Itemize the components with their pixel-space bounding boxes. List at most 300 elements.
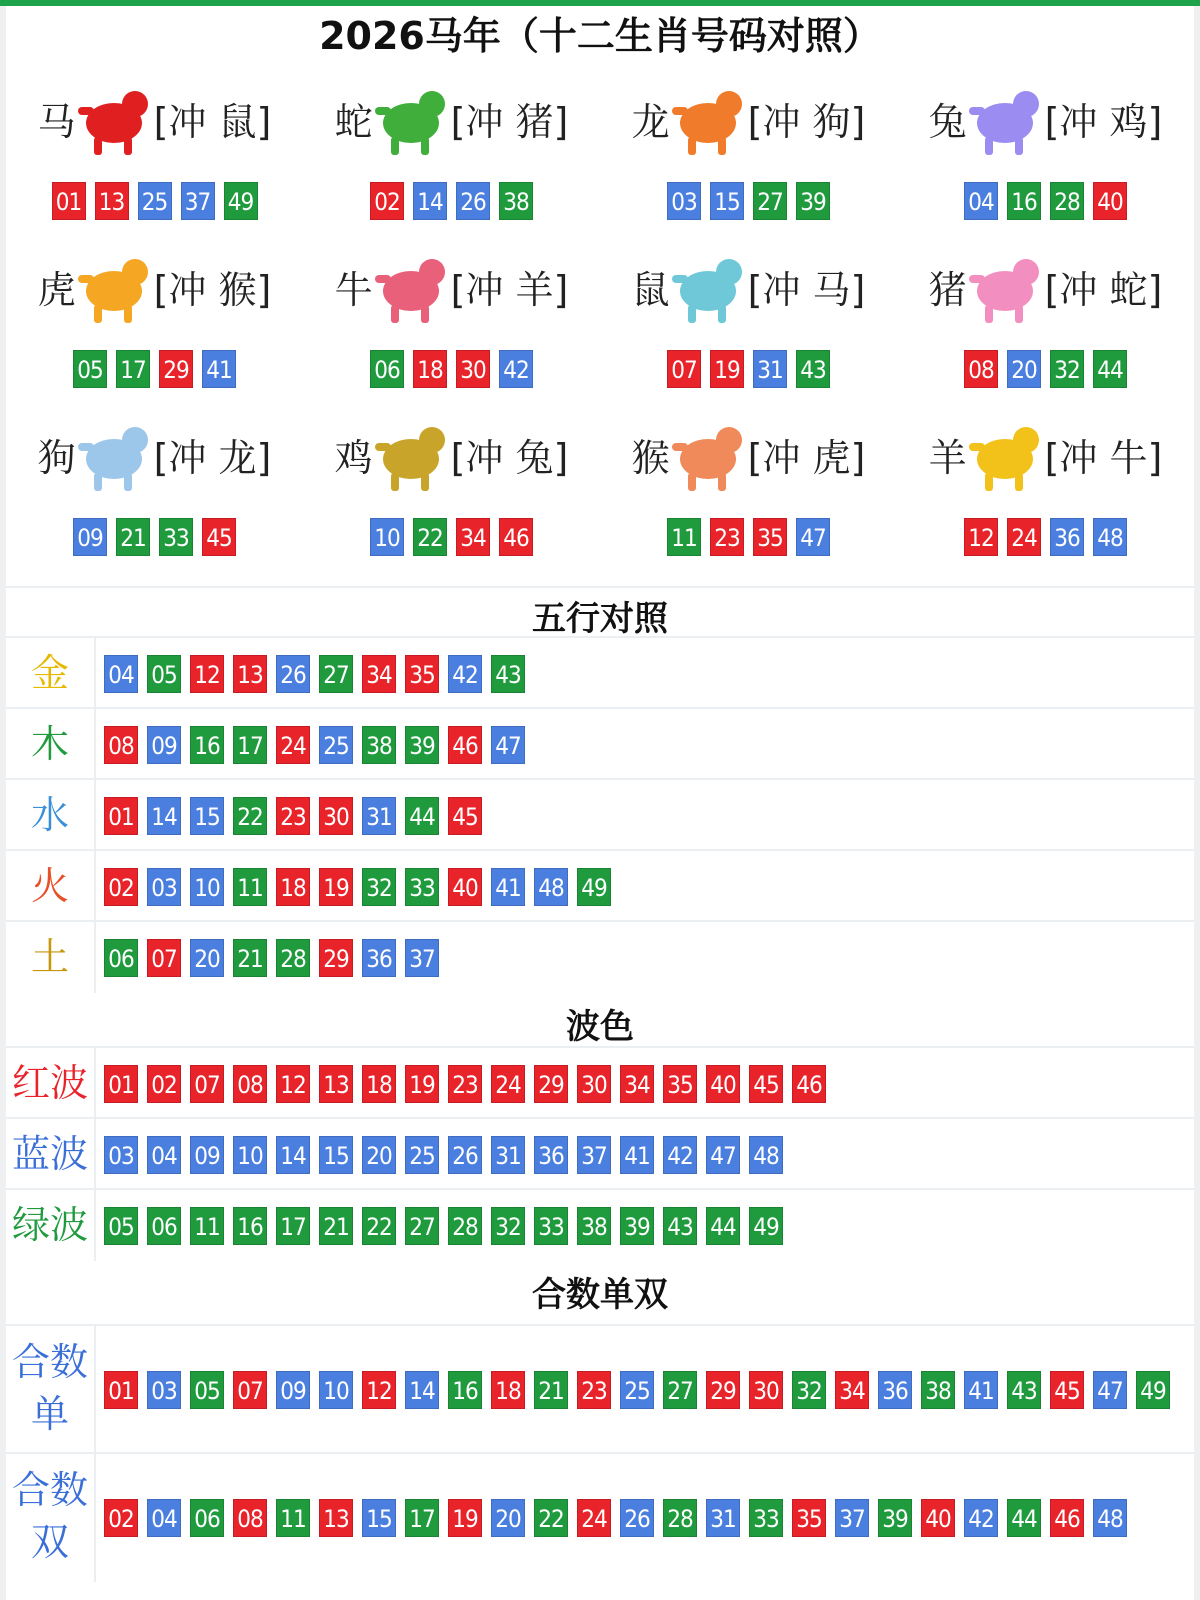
row-label: 绿波 [6, 1190, 96, 1261]
zodiac-name: 龙 [631, 99, 670, 144]
row-label: 水 [6, 780, 96, 851]
chart-sheet [6, 4, 1194, 1600]
zodiac-name: 兔 [928, 99, 967, 144]
number-ball: 38 [577, 1207, 611, 1245]
number-ball: 46 [448, 726, 482, 764]
row-label: 土 [6, 922, 96, 993]
number-ball: 46 [1050, 1499, 1084, 1537]
table-row [6, 849, 1194, 920]
zodiac-cell [6, 402, 303, 570]
tiger-icon [78, 255, 152, 325]
number-ball: 40 [706, 1065, 740, 1103]
number-ball: 32 [491, 1207, 525, 1245]
number-ball: 33 [405, 868, 439, 906]
number-ball: 11 [276, 1499, 310, 1537]
number-ball: 30 [456, 350, 490, 388]
zodiac-clash: [冲 羊] [450, 267, 569, 312]
number-ball: 05 [104, 1207, 138, 1245]
number-ball: 35 [792, 1499, 826, 1537]
zodiac-clash: [冲 狗] [747, 99, 866, 144]
table-row [6, 1188, 1194, 1259]
number-ball: 07 [147, 939, 181, 977]
number-ball: 23 [577, 1371, 611, 1409]
zodiac-name: 鸡 [334, 435, 373, 480]
number-ball: 03 [147, 868, 181, 906]
number-ball: 15 [319, 1136, 353, 1174]
number-ball: 11 [190, 1207, 224, 1245]
number-ball: 13 [95, 182, 129, 220]
number-ball: 26 [456, 182, 490, 220]
number-ball: 04 [104, 655, 138, 693]
number-ball: 37 [835, 1499, 869, 1537]
number-ball: 43 [796, 350, 830, 388]
zodiac-name: 虎 [37, 267, 76, 312]
horse-icon [78, 87, 152, 157]
number-ball: 26 [620, 1499, 654, 1537]
number-ball: 07 [233, 1371, 267, 1409]
divider [6, 586, 1194, 588]
number-ball: 05 [190, 1371, 224, 1409]
number-ball: 13 [319, 1065, 353, 1103]
number-ball: 18 [362, 1065, 396, 1103]
number-ball: 40 [921, 1499, 955, 1537]
number-ball: 37 [181, 182, 215, 220]
zodiac-header [303, 252, 600, 322]
number-ball: 29 [534, 1065, 568, 1103]
row-numbers [104, 655, 534, 693]
number-ball: 08 [964, 350, 998, 388]
number-ball: 20 [1007, 350, 1041, 388]
number-ball: 30 [577, 1065, 611, 1103]
number-ball: 28 [663, 1499, 697, 1537]
number-ball: 01 [52, 182, 86, 220]
number-ball: 15 [190, 797, 224, 835]
number-ball: 38 [921, 1371, 955, 1409]
number-ball: 37 [405, 939, 439, 977]
zodiac-name: 猪 [928, 267, 967, 312]
zodiac-numbers [6, 350, 303, 388]
number-ball: 03 [147, 1371, 181, 1409]
number-ball: 37 [577, 1136, 611, 1174]
number-ball: 02 [104, 1499, 138, 1537]
zodiac-cell [303, 66, 600, 234]
number-ball: 43 [1007, 1371, 1041, 1409]
row-numbers [104, 939, 448, 977]
table-row [6, 707, 1194, 778]
number-ball: 47 [1093, 1371, 1127, 1409]
number-ball: 36 [362, 939, 396, 977]
number-ball: 34 [362, 655, 396, 693]
row-label: 火 [6, 851, 96, 922]
table-row [6, 636, 1194, 707]
zodiac-numbers [897, 518, 1194, 556]
zodiac-cell [897, 66, 1194, 234]
zodiac-numbers [6, 182, 303, 220]
number-ball: 04 [964, 182, 998, 220]
number-ball: 25 [319, 726, 353, 764]
number-ball: 27 [663, 1371, 697, 1409]
number-ball: 11 [667, 518, 701, 556]
number-ball: 19 [710, 350, 744, 388]
number-ball: 36 [1050, 518, 1084, 556]
number-ball: 34 [456, 518, 490, 556]
zodiac-clash: [冲 鸡] [1044, 99, 1163, 144]
number-ball: 17 [405, 1499, 439, 1537]
zodiac-header [303, 420, 600, 490]
zodiac-clash: [冲 虎] [747, 435, 866, 480]
number-ball: 48 [534, 868, 568, 906]
number-ball: 01 [104, 1065, 138, 1103]
table-row [6, 1046, 1194, 1117]
number-ball: 48 [749, 1136, 783, 1174]
number-ball: 14 [413, 182, 447, 220]
zodiac-clash: [冲 牛] [1044, 435, 1163, 480]
number-ball: 24 [491, 1065, 525, 1103]
number-ball: 05 [147, 655, 181, 693]
number-ball: 08 [104, 726, 138, 764]
zodiac-clash: [冲 鼠] [153, 99, 272, 144]
zodiac-header [303, 84, 600, 154]
number-ball: 12 [964, 518, 998, 556]
number-ball: 47 [796, 518, 830, 556]
number-ball: 12 [362, 1371, 396, 1409]
zodiac-header [6, 252, 303, 322]
number-ball: 23 [448, 1065, 482, 1103]
number-ball: 35 [405, 655, 439, 693]
number-ball: 24 [577, 1499, 611, 1537]
number-ball: 27 [753, 182, 787, 220]
zodiac-header [6, 420, 303, 490]
heshu-title: 合数单双 [532, 1275, 668, 1315]
zodiac-numbers [600, 518, 897, 556]
number-ball: 10 [370, 518, 404, 556]
pig-icon [969, 255, 1043, 325]
number-ball: 45 [749, 1065, 783, 1103]
number-ball: 16 [1007, 182, 1041, 220]
number-ball: 40 [448, 868, 482, 906]
zodiac-clash: [冲 龙] [153, 435, 272, 480]
number-ball: 26 [276, 655, 310, 693]
number-ball: 31 [706, 1499, 740, 1537]
number-ball: 17 [276, 1207, 310, 1245]
number-ball: 24 [1007, 518, 1041, 556]
row-label: 蓝波 [6, 1119, 96, 1190]
number-ball: 34 [620, 1065, 654, 1103]
number-ball: 31 [491, 1136, 525, 1174]
number-ball: 24 [276, 726, 310, 764]
number-ball: 49 [1136, 1371, 1170, 1409]
number-ball: 11 [233, 868, 267, 906]
number-ball: 06 [190, 1499, 224, 1537]
number-ball: 18 [276, 868, 310, 906]
zodiac-clash: [冲 马] [747, 267, 866, 312]
row-label-line: 合数 [11, 1340, 88, 1384]
zodiac-name: 鼠 [631, 267, 670, 312]
number-ball: 15 [710, 182, 744, 220]
zodiac-numbers [303, 350, 600, 388]
dragon-icon [672, 87, 746, 157]
number-ball: 06 [104, 939, 138, 977]
zodiac-numbers [897, 182, 1194, 220]
number-ball: 02 [370, 182, 404, 220]
zodiac-numbers [897, 350, 1194, 388]
number-ball: 42 [964, 1499, 998, 1537]
dog-icon [78, 423, 152, 493]
number-ball: 47 [706, 1136, 740, 1174]
table-row [6, 1117, 1194, 1188]
zodiac-header [897, 84, 1194, 154]
number-ball: 38 [362, 726, 396, 764]
rabbit-icon [969, 87, 1043, 157]
number-ball: 39 [405, 726, 439, 764]
zodiac-grid [6, 66, 1194, 586]
number-ball: 27 [405, 1207, 439, 1245]
row-label: 木 [6, 709, 96, 780]
zodiac-cell [303, 402, 600, 570]
zodiac-cell [600, 66, 897, 234]
number-ball: 32 [362, 868, 396, 906]
number-ball: 41 [620, 1136, 654, 1174]
row-label-line: 单 [30, 1392, 69, 1436]
row-label [6, 1454, 96, 1582]
number-ball: 39 [796, 182, 830, 220]
row-numbers [104, 726, 534, 764]
zodiac-cell [600, 402, 897, 570]
number-ball: 09 [276, 1371, 310, 1409]
number-ball: 02 [147, 1065, 181, 1103]
number-ball: 43 [663, 1207, 697, 1245]
number-ball: 25 [138, 182, 172, 220]
number-ball: 04 [147, 1136, 181, 1174]
wuxing-title: 五行对照 [532, 599, 668, 639]
number-ball: 47 [491, 726, 525, 764]
snake-icon [375, 87, 449, 157]
row-numbers [104, 797, 491, 835]
number-ball: 03 [104, 1136, 138, 1174]
number-ball: 46 [499, 518, 533, 556]
number-ball: 22 [233, 797, 267, 835]
row-numbers [104, 1371, 1179, 1409]
zodiac-cell [6, 234, 303, 402]
zodiac-header [600, 84, 897, 154]
number-ball: 21 [534, 1371, 568, 1409]
number-ball: 12 [190, 655, 224, 693]
number-ball: 22 [362, 1207, 396, 1245]
zodiac-name: 牛 [334, 267, 373, 312]
number-ball: 18 [413, 350, 447, 388]
number-ball: 08 [233, 1065, 267, 1103]
number-ball: 06 [370, 350, 404, 388]
number-ball: 14 [405, 1371, 439, 1409]
zodiac-numbers [600, 182, 897, 220]
number-ball: 01 [104, 797, 138, 835]
number-ball: 18 [491, 1371, 525, 1409]
number-ball: 35 [753, 518, 787, 556]
number-ball: 16 [448, 1371, 482, 1409]
number-ball: 29 [706, 1371, 740, 1409]
number-ball: 44 [1093, 350, 1127, 388]
zodiac-cell [303, 234, 600, 402]
number-ball: 28 [1050, 182, 1084, 220]
zodiac-header [600, 420, 897, 490]
number-ball: 39 [620, 1207, 654, 1245]
number-ball: 07 [667, 350, 701, 388]
number-ball: 09 [73, 518, 107, 556]
number-ball: 44 [405, 797, 439, 835]
zodiac-cell [897, 234, 1194, 402]
number-ball: 42 [663, 1136, 697, 1174]
number-ball: 13 [233, 655, 267, 693]
number-ball: 16 [190, 726, 224, 764]
number-ball: 31 [753, 350, 787, 388]
number-ball: 46 [792, 1065, 826, 1103]
row-numbers [104, 1065, 835, 1103]
zodiac-name: 猴 [631, 435, 670, 480]
zodiac-name: 马 [37, 99, 76, 144]
number-ball: 26 [448, 1136, 482, 1174]
zodiac-header [6, 84, 303, 154]
number-ball: 29 [159, 350, 193, 388]
page-title: 2026马年（十二生肖号码对照） [319, 14, 881, 58]
row-numbers [104, 1499, 1136, 1537]
number-ball: 10 [319, 1371, 353, 1409]
zodiac-header [897, 252, 1194, 322]
number-ball: 43 [491, 655, 525, 693]
number-ball: 14 [276, 1136, 310, 1174]
number-ball: 30 [749, 1371, 783, 1409]
number-ball: 41 [202, 350, 236, 388]
row-numbers [104, 1136, 792, 1174]
number-ball: 23 [710, 518, 744, 556]
table-row [6, 778, 1194, 849]
number-ball: 49 [577, 868, 611, 906]
number-ball: 48 [1093, 1499, 1127, 1537]
number-ball: 27 [319, 655, 353, 693]
number-ball: 12 [276, 1065, 310, 1103]
number-ball: 32 [1050, 350, 1084, 388]
number-ball: 45 [1050, 1371, 1084, 1409]
number-ball: 14 [147, 797, 181, 835]
number-ball: 33 [749, 1499, 783, 1537]
number-ball: 19 [405, 1065, 439, 1103]
number-ball: 07 [190, 1065, 224, 1103]
number-ball: 36 [534, 1136, 568, 1174]
row-label-line: 合数 [11, 1468, 88, 1512]
number-ball: 25 [620, 1371, 654, 1409]
zodiac-numbers [600, 350, 897, 388]
number-ball: 09 [147, 726, 181, 764]
number-ball: 49 [224, 182, 258, 220]
zodiac-cell [897, 402, 1194, 570]
number-ball: 30 [319, 797, 353, 835]
zodiac-numbers [303, 182, 600, 220]
number-ball: 17 [233, 726, 267, 764]
zodiac-header [897, 420, 1194, 490]
number-ball: 15 [362, 1499, 396, 1537]
table-row [6, 920, 1194, 991]
number-ball: 23 [276, 797, 310, 835]
number-ball: 44 [1007, 1499, 1041, 1537]
number-ball: 21 [233, 939, 267, 977]
rooster-icon [375, 423, 449, 493]
number-ball: 31 [362, 797, 396, 835]
number-ball: 49 [749, 1207, 783, 1245]
number-ball: 22 [413, 518, 447, 556]
number-ball: 02 [104, 868, 138, 906]
table-row [6, 1324, 1194, 1452]
number-ball: 45 [448, 797, 482, 835]
number-ball: 29 [319, 939, 353, 977]
number-ball: 32 [792, 1371, 826, 1409]
bose-title: 波色 [566, 1007, 634, 1047]
rat-icon [672, 255, 746, 325]
row-label: 金 [6, 638, 96, 709]
row-numbers [104, 1207, 792, 1245]
zodiac-numbers [6, 518, 303, 556]
number-ball: 48 [1093, 518, 1127, 556]
number-ball: 28 [276, 939, 310, 977]
number-ball: 19 [448, 1499, 482, 1537]
number-ball: 06 [147, 1207, 181, 1245]
row-label: 红波 [6, 1048, 96, 1119]
zodiac-clash: [冲 兔] [450, 435, 569, 480]
number-ball: 05 [73, 350, 107, 388]
number-ball: 08 [233, 1499, 267, 1537]
number-ball: 41 [964, 1371, 998, 1409]
number-ball: 36 [878, 1371, 912, 1409]
monkey-icon [672, 423, 746, 493]
number-ball: 44 [706, 1207, 740, 1245]
number-ball: 04 [147, 1499, 181, 1537]
number-ball: 28 [448, 1207, 482, 1245]
number-ball: 42 [448, 655, 482, 693]
row-label [6, 1326, 96, 1454]
number-ball: 25 [405, 1136, 439, 1174]
number-ball: 19 [319, 868, 353, 906]
number-ball: 10 [190, 868, 224, 906]
zodiac-clash: [冲 蛇] [1044, 267, 1163, 312]
number-ball: 17 [116, 350, 150, 388]
number-ball: 40 [1093, 182, 1127, 220]
top-accent-bar [0, 0, 1200, 6]
number-ball: 38 [499, 182, 533, 220]
number-ball: 03 [667, 182, 701, 220]
table-row [6, 1452, 1194, 1580]
number-ball: 01 [104, 1371, 138, 1409]
number-ball: 33 [534, 1207, 568, 1245]
number-ball: 21 [116, 518, 150, 556]
zodiac-name: 狗 [37, 435, 76, 480]
number-ball: 13 [319, 1499, 353, 1537]
zodiac-clash: [冲 猴] [153, 267, 272, 312]
row-numbers [104, 868, 620, 906]
number-ball: 22 [534, 1499, 568, 1537]
number-ball: 20 [491, 1499, 525, 1537]
zodiac-name: 羊 [928, 435, 967, 480]
number-ball: 35 [663, 1065, 697, 1103]
zodiac-clash: [冲 猪] [450, 99, 569, 144]
number-ball: 20 [190, 939, 224, 977]
ox-icon [375, 255, 449, 325]
number-ball: 16 [233, 1207, 267, 1245]
number-ball: 39 [878, 1499, 912, 1537]
number-ball: 20 [362, 1136, 396, 1174]
zodiac-cell [600, 234, 897, 402]
zodiac-name: 蛇 [334, 99, 373, 144]
number-ball: 33 [159, 518, 193, 556]
zodiac-header [600, 252, 897, 322]
number-ball: 45 [202, 518, 236, 556]
